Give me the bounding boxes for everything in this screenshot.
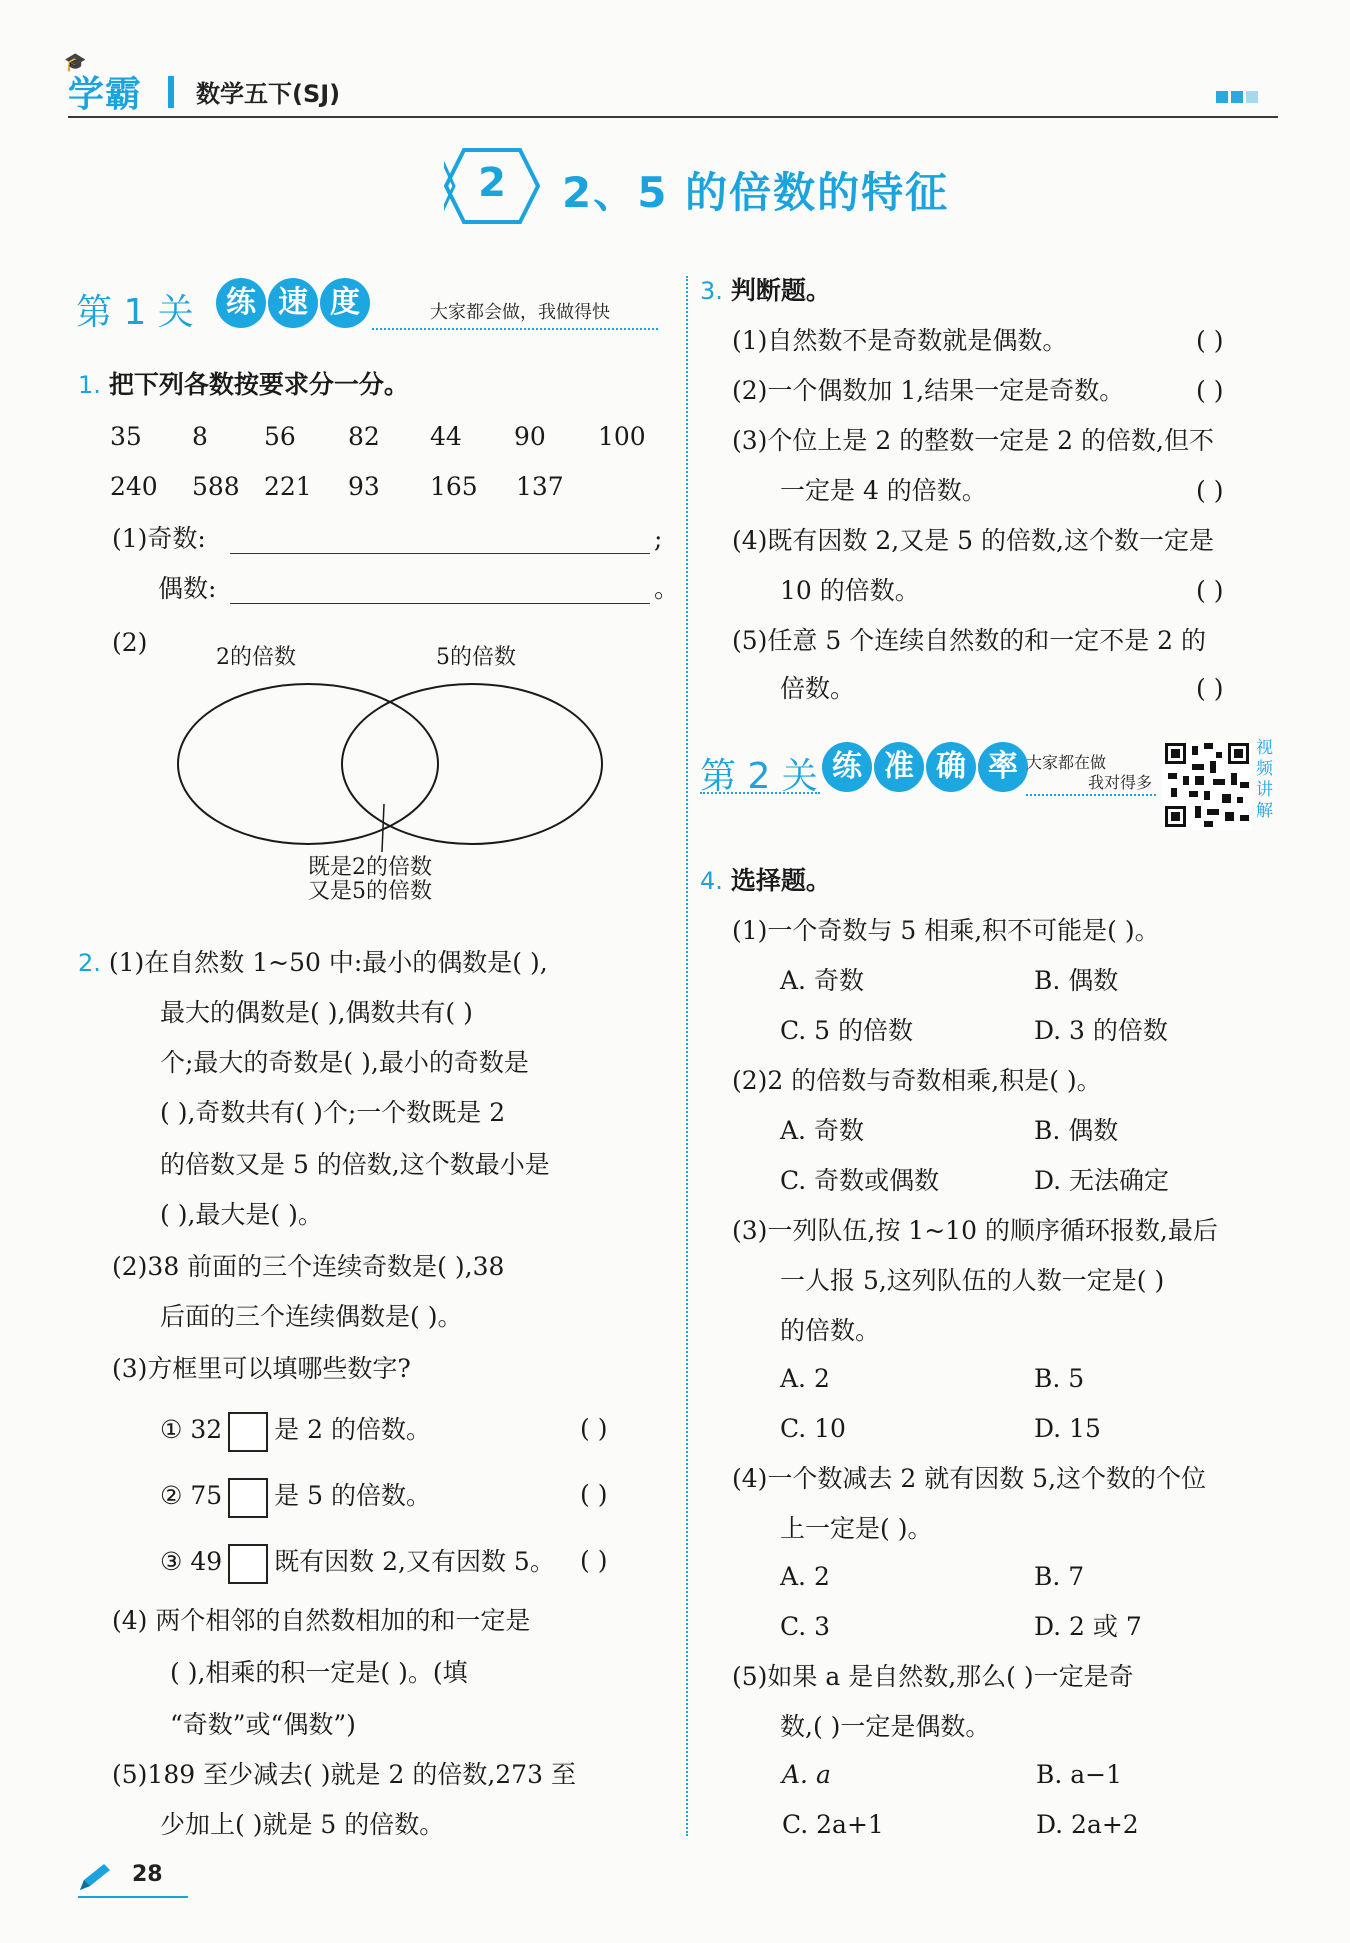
section-2-dash-left: [700, 792, 820, 794]
choice-text: 是 2 的倍数。: [274, 1415, 431, 1444]
option-a[interactable]: A. 2: [780, 1364, 830, 1393]
number-item: 100: [598, 422, 646, 451]
option-b[interactable]: B. 偶数: [1034, 966, 1119, 995]
q3-statement-4: (4)既有因数 2,又是 5 的倍数,这个数一定是: [732, 526, 1214, 555]
section-1-dash: [372, 328, 658, 330]
choice-text: 既有因数 2,又有因数 5。: [274, 1547, 555, 1576]
title-char: 速: [268, 278, 318, 328]
q4-item-3: (3)一列队伍,按 1~10 的顺序循环报数,最后: [732, 1216, 1218, 1245]
graduation-cap-icon: 🎓: [64, 52, 87, 73]
title-char: 练: [822, 742, 872, 792]
section-2-banner: [700, 740, 1160, 804]
venn-right-ellipse: [342, 684, 602, 844]
choice-number: ① 32: [160, 1415, 223, 1444]
odd-label: (1)奇数:: [112, 524, 206, 553]
answer-box[interactable]: [228, 1478, 268, 1518]
lesson-name: 2、5 的倍数的特征: [562, 168, 950, 217]
q1-text: 把下列各数按要求分一分。: [108, 370, 409, 399]
q2-line-14: 少加上( )就是 5 的倍数。: [160, 1810, 445, 1839]
q4-number: 4.: [700, 867, 723, 895]
option-c[interactable]: C. 3: [780, 1612, 831, 1641]
answer-box[interactable]: [228, 1412, 268, 1452]
q2-line-13: (5)189 至少减去( )就是 2 的倍数,273 至: [112, 1760, 576, 1789]
footer-rule: [78, 1896, 188, 1898]
number-item: 90: [514, 422, 546, 451]
q4-item-2: (2)2 的倍数与奇数相乘,积是( )。: [732, 1066, 1102, 1095]
title-char: 练: [216, 278, 266, 328]
title-char: 准: [874, 742, 924, 792]
q2-choice-2: [160, 1474, 431, 1518]
lesson-title: [444, 148, 964, 224]
section-1-title: [216, 278, 372, 328]
q4-item-3b: 一人报 5,这列队伍的人数一定是( ): [780, 1266, 1165, 1295]
venn-left-label: 2的倍数: [216, 645, 296, 670]
number-item: 165: [430, 472, 478, 501]
q4-item-5: (5)如果 a 是自然数,那么( )一定是奇: [732, 1662, 1134, 1691]
answer-paren[interactable]: ( ): [580, 1414, 608, 1443]
odd-end: ;: [654, 524, 663, 553]
q3-statement-5b: 倍数。: [780, 674, 856, 703]
answer-paren[interactable]: ( ): [580, 1546, 608, 1575]
answer-paren[interactable]: ( ): [1196, 674, 1224, 703]
q3-number: 3.: [700, 277, 723, 305]
option-c[interactable]: C. 奇数或偶数: [780, 1166, 940, 1195]
number-item: 221: [264, 472, 312, 501]
section-1-banner: [76, 276, 666, 340]
q4-text: 选择题。: [730, 866, 831, 895]
header-decoration: [1213, 88, 1258, 107]
section-2-title: [822, 742, 1030, 792]
q4-item-1: (1)一个奇数与 5 相乘,积不可能是( )。: [732, 916, 1160, 945]
section-2-dash-right: [1026, 794, 1156, 796]
q2-choice-1: [160, 1408, 431, 1452]
venn-diagram: [150, 634, 620, 904]
pencil-icon: [78, 1862, 114, 1892]
q2-line-11: ( ),相乘的积一定是( )。(填: [170, 1658, 468, 1687]
qr-code-icon[interactable]: [1162, 740, 1252, 830]
q4-item-3c: 的倍数。: [780, 1316, 881, 1345]
title-char: 率: [978, 742, 1028, 792]
header-divider: [168, 76, 174, 108]
q2-line-3: 个;最大的奇数是( ),最小的奇数是: [160, 1048, 529, 1077]
q2-text: (1)在自然数 1~50 中:最小的偶数是( ),: [108, 948, 548, 977]
section-2-label: 第 2 关: [700, 756, 818, 797]
choice-number: ③ 49: [160, 1547, 223, 1576]
venn-pointer: [382, 804, 384, 852]
q2-line-9: (3)方框里可以填哪些数字?: [112, 1354, 411, 1383]
number-item: 8: [192, 422, 208, 451]
option-a[interactable]: A. 奇数: [780, 966, 864, 995]
answer-paren[interactable]: ( ): [1196, 376, 1224, 405]
q4-item-4b: 上一定是( )。: [780, 1514, 933, 1543]
option-c[interactable]: C. 10: [780, 1414, 846, 1443]
number-item: 44: [430, 422, 462, 451]
q1-heading: [78, 368, 409, 402]
option-c[interactable]: C. 2a+1: [782, 1810, 884, 1839]
q2-number: 2.: [78, 949, 101, 977]
column-divider: [686, 276, 688, 1836]
option-c[interactable]: C. 5 的倍数: [780, 1016, 913, 1045]
option-d[interactable]: D. 2 或 7: [1034, 1612, 1142, 1641]
video-char: 频: [1256, 759, 1273, 779]
option-b[interactable]: B. a−1: [1036, 1760, 1123, 1789]
page-number: 28: [132, 1862, 163, 1887]
venn-mid-label-2: 又是5的倍数: [308, 879, 432, 904]
choice-number: ② 75: [160, 1481, 223, 1510]
q3-heading: [700, 274, 831, 308]
option-d[interactable]: D. 2a+2: [1036, 1810, 1139, 1839]
answer-paren[interactable]: ( ): [1196, 576, 1224, 605]
q2-line-7: (2)38 前面的三个连续奇数是( ),38: [112, 1252, 505, 1281]
brand-logo: 学霸: [68, 74, 143, 115]
number-item: 588: [192, 472, 240, 501]
answer-paren[interactable]: ( ): [580, 1480, 608, 1509]
section-1-label: 第 1 关: [76, 292, 194, 333]
q1-part2: (2): [112, 628, 148, 657]
video-explain-label: [1256, 738, 1280, 822]
number-item: 240: [110, 472, 158, 501]
q1-number: 1.: [78, 371, 101, 399]
choice-text: 是 5 的倍数。: [274, 1481, 431, 1510]
lesson-number: 2: [478, 160, 506, 206]
number-item: 93: [348, 472, 380, 501]
even-label: 偶数:: [158, 574, 217, 603]
even-answer-line[interactable]: [230, 602, 650, 604]
number-item: 56: [264, 422, 296, 451]
section-2-note-2: 我对得多: [1088, 773, 1153, 792]
number-item: 82: [348, 422, 380, 451]
option-b[interactable]: B. 5: [1034, 1364, 1085, 1393]
section-1-note: 大家都会做，我做得快: [430, 302, 610, 323]
q4-item-5b: 数,( )一定是偶数。: [780, 1712, 991, 1741]
number-item: 137: [516, 472, 564, 501]
answer-paren[interactable]: ( ): [1196, 326, 1224, 355]
option-d[interactable]: D. 15: [1034, 1414, 1101, 1443]
q2-line-5: 的倍数又是 5 的倍数,这个数最小是: [160, 1150, 550, 1179]
q3-statement-3b: 一定是 4 的倍数。: [780, 476, 987, 505]
video-char: 讲: [1256, 780, 1273, 800]
video-char: 视: [1256, 738, 1273, 758]
venn-right-label: 5的倍数: [436, 645, 516, 670]
venn-mid-label-1: 既是2的倍数: [308, 855, 432, 880]
q2-line-2: 最大的偶数是( ),偶数共有( ): [160, 998, 473, 1027]
book-title: 数学五下(SJ): [196, 80, 341, 108]
number-item: 35: [110, 422, 142, 451]
q3-statement-5: (5)任意 5 个连续自然数的和一定不是 2 的: [732, 626, 1207, 655]
venn-left-ellipse: [178, 684, 438, 844]
q3-statement-4b: 10 的倍数。: [780, 576, 920, 605]
answer-box[interactable]: [228, 1544, 268, 1584]
option-d[interactable]: D. 无法确定: [1034, 1166, 1170, 1195]
q3-statement-3: (3)个位上是 2 的整数一定是 2 的倍数,但不: [732, 426, 1214, 455]
q3-statement-1: (1)自然数不是奇数就是偶数。: [732, 326, 1068, 355]
q2-line-1: [78, 946, 548, 980]
q2-line-12: “奇数”或“偶数”): [170, 1710, 356, 1739]
option-b[interactable]: B. 偶数: [1034, 1116, 1119, 1145]
q2-line-8: 后面的三个连续偶数是( )。: [160, 1302, 463, 1331]
option-a[interactable]: A. a: [782, 1760, 831, 1789]
odd-answer-line[interactable]: [230, 552, 650, 554]
video-char: 解: [1256, 801, 1273, 821]
q2-choice-3: [160, 1540, 555, 1584]
option-d[interactable]: D. 3 的倍数: [1034, 1016, 1168, 1045]
q2-line-10: (4) 两个相邻的自然数相加的和一定是: [112, 1606, 531, 1635]
section-2-note-1: 大家都在做: [1026, 753, 1107, 772]
title-char: 确: [926, 742, 976, 792]
q3-statement-2: (2)一个偶数加 1,结果一定是奇数。: [732, 376, 1125, 405]
q4-item-4: (4)一个数减去 2 就有因数 5,这个数的个位: [732, 1464, 1207, 1493]
page-header: [64, 52, 1278, 118]
option-b[interactable]: B. 7: [1034, 1562, 1085, 1591]
q2-line-4: ( ),奇数共有( )个;一个数既是 2: [160, 1098, 506, 1127]
option-a[interactable]: A. 2: [780, 1562, 830, 1591]
option-a[interactable]: A. 奇数: [780, 1116, 864, 1145]
title-char: 度: [320, 278, 370, 328]
answer-paren[interactable]: ( ): [1196, 476, 1224, 505]
q3-text: 判断题。: [730, 276, 831, 305]
even-end: 。: [654, 574, 680, 603]
q4-heading: [700, 864, 831, 898]
q2-line-6: ( ),最大是( )。: [160, 1200, 323, 1229]
